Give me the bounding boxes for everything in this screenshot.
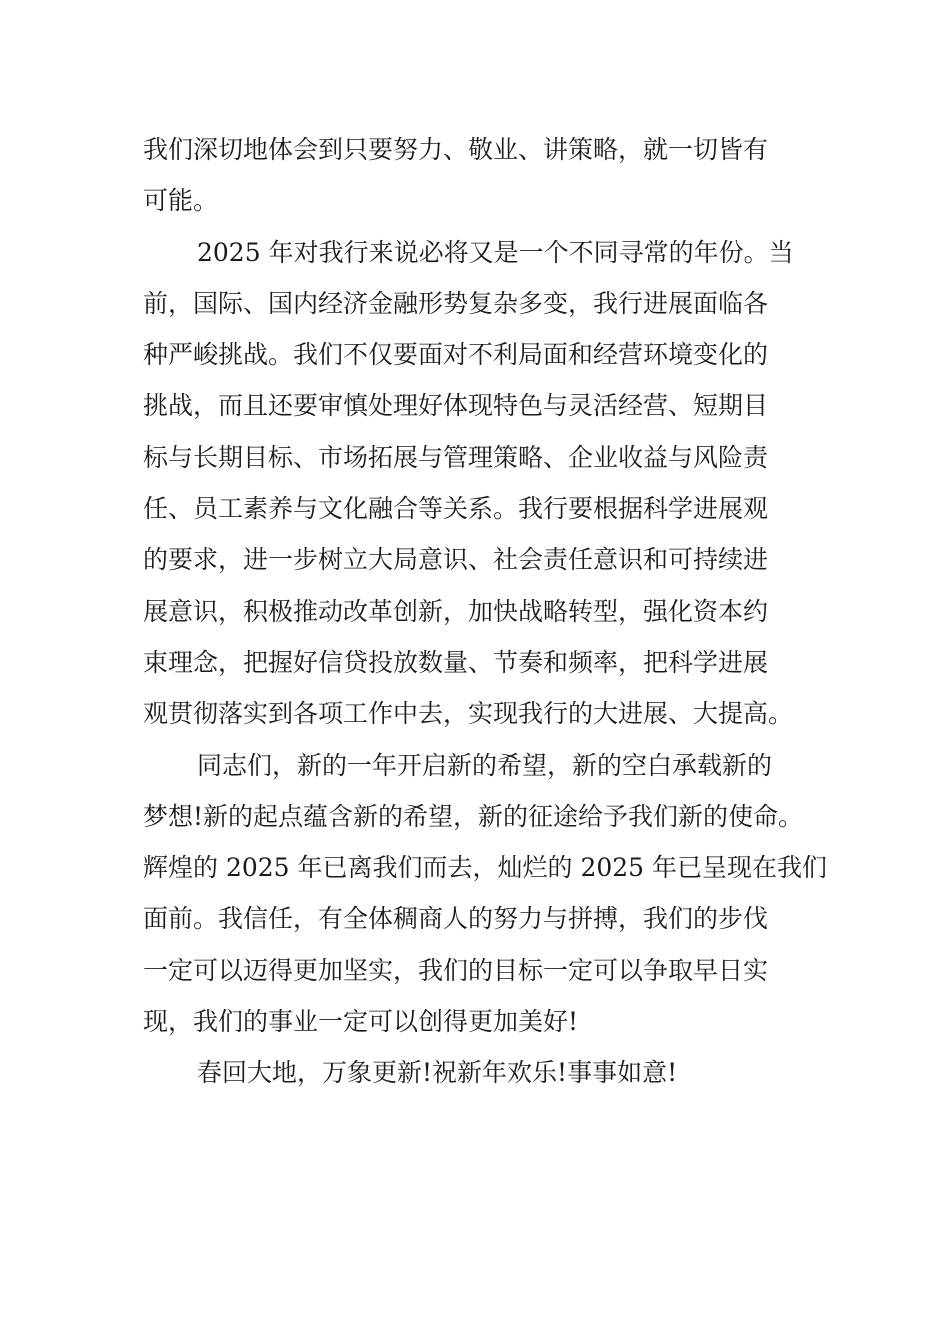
paragraph-start-line: 2025 年对我行来说必将又是一个不同寻常的年份。当	[197, 237, 794, 267]
text-line: 前，国际、国内经济金融形势复杂多变，我行进展面临各	[143, 288, 769, 318]
text-line: 我们深切地体会到只要努力、敬业、讲策略，就一切皆有	[143, 135, 769, 164]
document-body	[143, 124, 828, 1099]
text-line: 一定可以迈得更加坚实，我们的目标一定可以争取早日实	[143, 955, 769, 985]
text-line: 现，我们的事业一定可以创得更加美好!	[143, 1007, 579, 1037]
text-line: 面前。我信任，有全体稠商人的努力与拼搏，我们的步伐	[143, 904, 769, 934]
text-line: 标与长期目标、市场拓展与管理策略、企业收益与风险责	[143, 442, 769, 472]
paragraph-start-line: 同志们，新的一年开启新的希望，新的空白承载新的	[197, 750, 773, 780]
text-line: 束理念，把握好信贷投放数量、节奏和频率，把科学进展	[143, 647, 769, 677]
text-line: 任、员工素养与文化融合等关系。我行要根据科学进展观	[143, 494, 769, 524]
text-line: 观贯彻落实到各项工作中去，实现我行的大进展、大提高。	[143, 699, 794, 729]
text-line: 梦想!新的起点蕴含新的希望，新的征途给予我们新的使命。	[143, 801, 804, 831]
text-line: 展意识，积极推动改革创新，加快战略转型，强化资本约	[143, 596, 769, 626]
text-line: 可能。	[143, 186, 219, 216]
paragraph-start-line: 春回大地，万象更新!祝新年欢乐!事事如意!	[197, 1058, 678, 1088]
text-line: 种严峻挑战。我们不仅要面对不利局面和经营环境变化的	[143, 340, 769, 370]
text-line: 辉煌的 2025 年已离我们而去，灿烂的 2025 年已呈现在我们	[143, 853, 828, 883]
text-line: 挑战，而且还要审慎处理好体现特色与灵活经营、短期目	[143, 391, 769, 421]
text-line: 的要求，进一步树立大局意识、社会责任意识和可持续进	[143, 545, 769, 575]
